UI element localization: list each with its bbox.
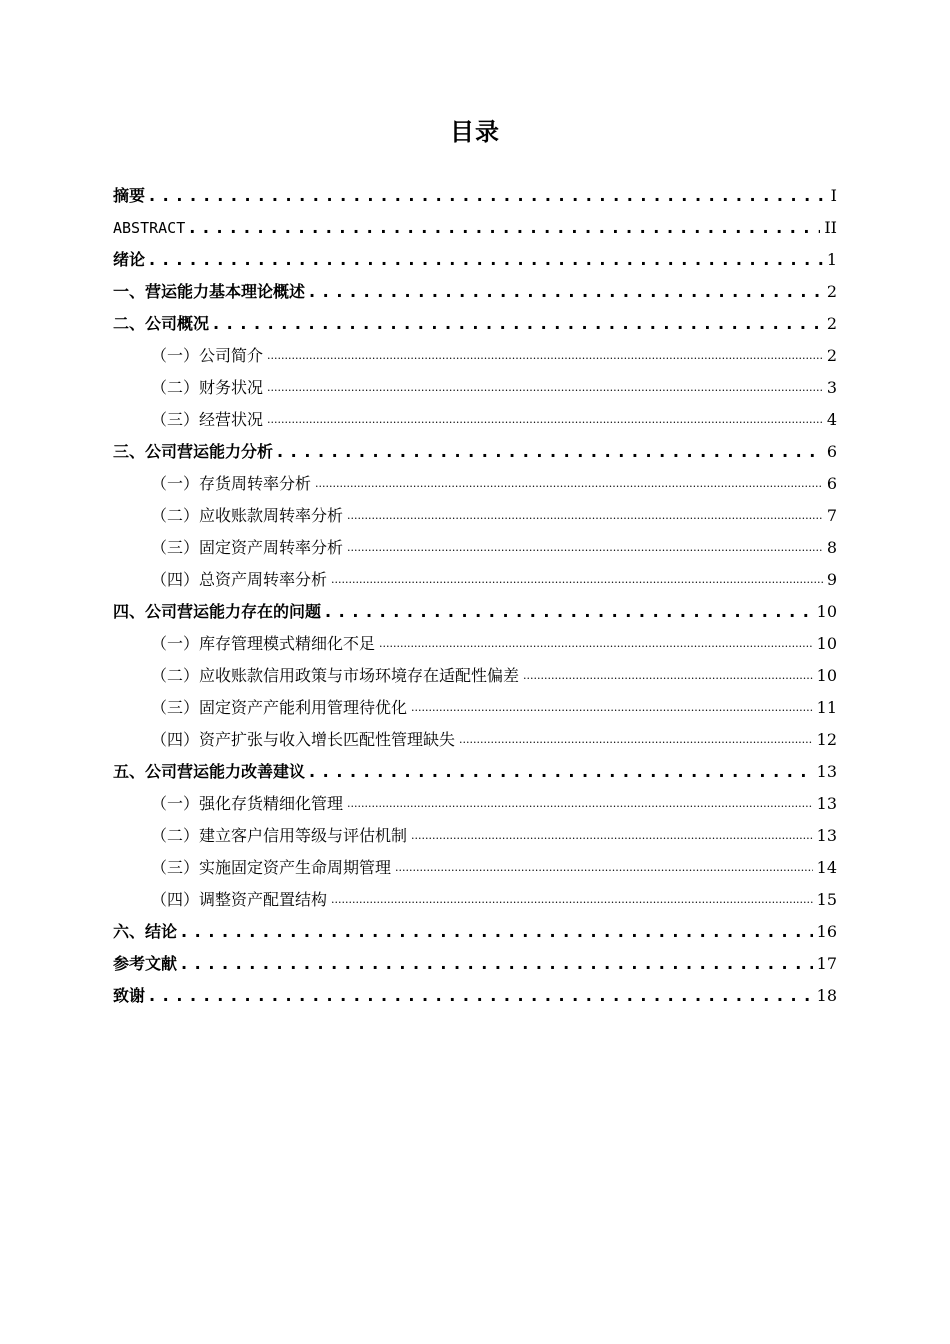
toc-page-number: 13 xyxy=(816,826,837,845)
toc-page-number: II xyxy=(824,218,837,237)
toc-entry-label: （三）固定资产产能利用管理待优化 xyxy=(151,698,408,717)
toc-subentry[interactable] xyxy=(113,820,837,852)
toc-dot-leader xyxy=(149,980,813,1012)
page-title: 目录 xyxy=(450,118,500,146)
toc-page-number: 8 xyxy=(826,538,837,557)
toc-entry[interactable] xyxy=(113,916,837,948)
toc-subentry[interactable] xyxy=(113,660,837,692)
toc-entry-label: （四）总资产周转率分析 xyxy=(151,570,328,589)
toc-dot-leader xyxy=(213,308,823,340)
toc-dot-leader xyxy=(347,530,823,564)
toc-dot-leader xyxy=(347,498,823,532)
toc-entry[interactable] xyxy=(113,596,837,628)
toc-entry-label: 参考文献 xyxy=(113,954,178,973)
toc-dot-leader xyxy=(331,562,823,596)
table-of-contents xyxy=(113,180,837,1012)
toc-entry[interactable] xyxy=(113,308,837,340)
toc-dot-leader xyxy=(395,850,813,884)
toc-entry-label: 四、公司营运能力存在的问题 xyxy=(113,602,322,621)
toc-entry-label: （一）存货周转率分析 xyxy=(151,474,312,493)
toc-page-number: 15 xyxy=(816,890,837,909)
toc-subentry[interactable] xyxy=(113,564,837,596)
toc-page-number: 17 xyxy=(816,954,837,973)
toc-entry-label: 三、公司营运能力分析 xyxy=(113,442,274,461)
toc-subentry[interactable] xyxy=(113,788,837,820)
toc-dot-leader xyxy=(309,756,813,788)
toc-dot-leader xyxy=(189,212,820,244)
toc-entry-label: 二、公司概况 xyxy=(113,314,210,333)
toc-entry-label: 致谢 xyxy=(113,986,146,1005)
toc-entry-label: 六、结论 xyxy=(113,922,178,941)
toc-entry-label: （三）经营状况 xyxy=(151,410,264,429)
toc-entry-label: 五、公司营运能力改善建议 xyxy=(113,762,306,781)
toc-dot-leader xyxy=(309,276,823,308)
toc-page-number: 12 xyxy=(816,730,837,749)
toc-dot-leader xyxy=(411,818,813,852)
toc-dot-leader xyxy=(267,338,823,372)
toc-subentry[interactable] xyxy=(113,628,837,660)
toc-subentry[interactable] xyxy=(113,372,837,404)
toc-page-number: 18 xyxy=(816,986,837,1005)
toc-subentry[interactable] xyxy=(113,468,837,500)
toc-dot-leader xyxy=(379,626,813,660)
toc-entry[interactable] xyxy=(113,276,837,308)
toc-dot-leader xyxy=(459,722,813,756)
toc-dot-leader xyxy=(315,466,823,500)
toc-entry[interactable] xyxy=(113,756,837,788)
toc-subentry[interactable] xyxy=(113,692,837,724)
toc-entry-label: （四）调整资产配置结构 xyxy=(151,890,328,909)
toc-page-number: I xyxy=(830,186,837,205)
toc-entry[interactable] xyxy=(113,436,837,468)
toc-dot-leader xyxy=(149,244,823,276)
toc-subentry[interactable] xyxy=(113,532,837,564)
toc-entry-label: （二）应收账款周转率分析 xyxy=(151,506,344,525)
toc-dot-leader xyxy=(267,402,823,436)
toc-subentry[interactable] xyxy=(113,724,837,756)
toc-dot-leader xyxy=(181,948,813,980)
toc-entry[interactable] xyxy=(113,212,837,244)
toc-dot-leader xyxy=(181,916,813,948)
toc-subentry[interactable] xyxy=(113,500,837,532)
toc-entry[interactable] xyxy=(113,948,837,980)
toc-dot-leader xyxy=(277,436,823,468)
toc-dot-leader xyxy=(149,180,827,212)
toc-entry[interactable] xyxy=(113,180,837,212)
toc-entry[interactable] xyxy=(113,244,837,276)
toc-page-number: 2 xyxy=(826,346,837,365)
toc-page-number: 13 xyxy=(816,794,837,813)
toc-dot-leader xyxy=(347,786,813,820)
toc-page-number: 10 xyxy=(816,634,837,653)
toc-page-number: 14 xyxy=(816,858,837,877)
toc-page-number: 4 xyxy=(826,410,837,429)
toc-page-number: 11 xyxy=(816,698,837,717)
toc-subentry[interactable] xyxy=(113,852,837,884)
toc-dot-leader xyxy=(411,690,813,724)
toc-subentry[interactable] xyxy=(113,884,837,916)
toc-dot-leader xyxy=(331,882,813,916)
toc-entry-label: ABSTRACT xyxy=(113,219,186,237)
toc-page-number: 2 xyxy=(826,282,837,301)
toc-entry-label: （二）应收账款信用政策与市场环境存在适配性偏差 xyxy=(151,666,520,685)
toc-entry-label: 绪论 xyxy=(113,250,146,269)
toc-page-number: 10 xyxy=(816,666,837,685)
toc-entry-label: （二）财务状况 xyxy=(151,378,264,397)
toc-entry-label: （二）建立客户信用等级与评估机制 xyxy=(151,826,408,845)
toc-page-number: 6 xyxy=(826,474,837,493)
toc-entry[interactable] xyxy=(113,980,837,1012)
toc-entry-label: 一、营运能力基本理论概述 xyxy=(113,282,306,301)
toc-page-number: 7 xyxy=(826,506,837,525)
toc-page-number: 6 xyxy=(826,442,837,461)
toc-entry-label: （三）实施固定资产生命周期管理 xyxy=(151,858,392,877)
toc-entry-label: （一）强化存货精细化管理 xyxy=(151,794,344,813)
toc-entry-label: （四）资产扩张与收入增长匹配性管理缺失 xyxy=(151,730,456,749)
toc-dot-leader xyxy=(523,658,813,692)
toc-entry-label: （一）公司简介 xyxy=(151,346,264,365)
toc-page-number: 3 xyxy=(826,378,837,397)
toc-page-number: 16 xyxy=(816,922,837,941)
toc-dot-leader xyxy=(325,596,813,628)
toc-page-number: 10 xyxy=(816,602,837,621)
toc-page-number: 13 xyxy=(816,762,837,781)
toc-subentry[interactable] xyxy=(113,340,837,372)
toc-page-number: 9 xyxy=(826,570,837,589)
toc-entry-label: （三）固定资产周转率分析 xyxy=(151,538,344,557)
toc-entry-label: 摘要 xyxy=(113,186,146,205)
toc-page-number: 1 xyxy=(826,250,837,269)
toc-entry-label: （一）库存管理模式精细化不足 xyxy=(151,634,376,653)
toc-page-number: 2 xyxy=(826,314,837,333)
toc-dot-leader xyxy=(267,370,823,404)
toc-subentry[interactable] xyxy=(113,404,837,436)
